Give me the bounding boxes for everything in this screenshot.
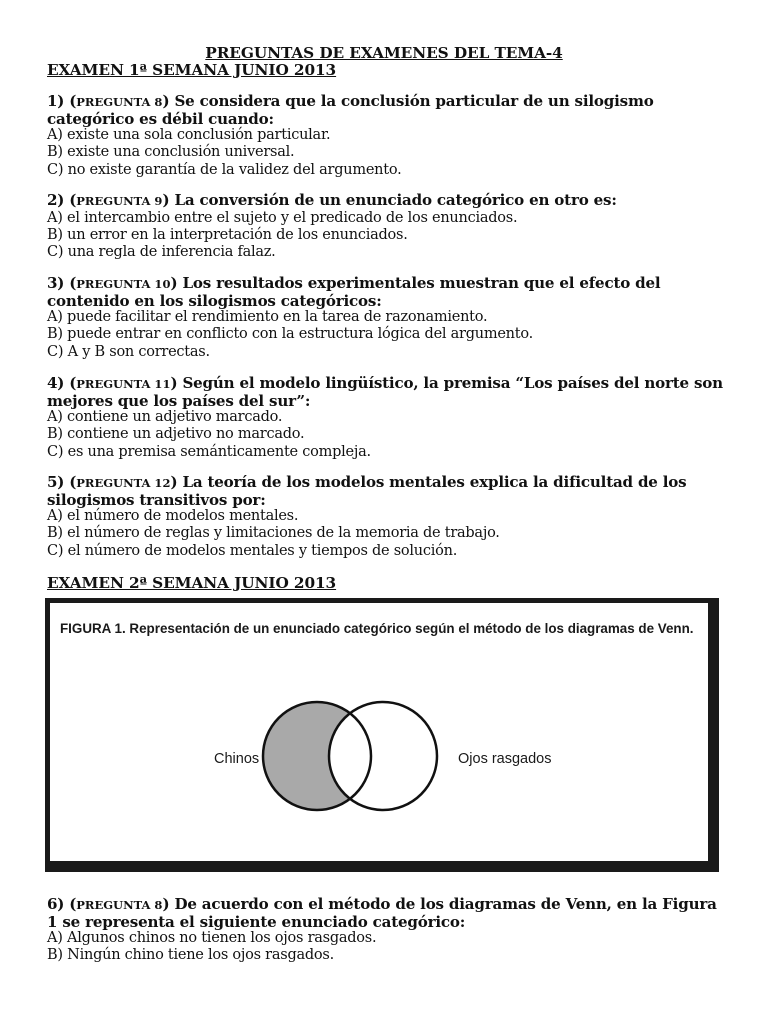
venn-diagram (50, 603, 714, 867)
answer-options (47, 210, 728, 262)
answer-option-a: A) contiene un adjetivo marcado. (47, 409, 283, 425)
document-title: PREGUNTAS DE EXAMENES DEL TEMA-4 (205, 44, 563, 62)
question-6 (47, 896, 728, 965)
answer-option-a: A) puede facilitar el rendimiento en la tarea de razonamiento. (47, 309, 488, 325)
question-5 (47, 474, 728, 560)
question-3 (47, 275, 728, 361)
question-tag: PREGUNTA 10 (76, 277, 171, 291)
right-circle-label: Ojos rasgados (458, 751, 552, 767)
question-number: 3) (47, 274, 65, 292)
question-number: 4) (47, 374, 65, 392)
question-prompt: La conversión de un enunciado categórico en otro es: (174, 191, 617, 209)
question-header: 4) (PREGUNTA 11) Según el modelo lingüístico, la premisa “Los países del norte son mejores que los países del sur”: (47, 374, 723, 410)
answer-option-b: B) contiene un adjetivo no marcado. (47, 426, 305, 443)
question-2 (47, 192, 728, 261)
answer-option-a: A) existe una sola conclusión particular. (47, 127, 331, 143)
answer-option-b: B) puede entrar en conflicto con la estructura lógica del argumento. (47, 326, 533, 343)
question-prompt: La teoría de los modelos mentales explica la dificultad de los silogismos transitivos por: (47, 473, 687, 509)
question-header: 6) (PREGUNTA 8) De acuerdo con el método de los diagramas de Venn, en la Figura 1 se representa el siguiente enunciado categórico: (47, 895, 717, 931)
question-tag: PREGUNTA 9 (76, 194, 163, 208)
answer-options (47, 508, 728, 560)
answer-options (47, 409, 728, 461)
shaded-region (50, 603, 714, 867)
answer-option-b: B) el número de reglas y limitaciones de la memoria de trabajo. (47, 525, 500, 542)
question-number: 2) (47, 191, 65, 209)
question-tag: PREGUNTA 11 (76, 377, 171, 391)
answer-option-a: A) el número de modelos mentales. (47, 508, 299, 524)
exam-2-title: EXAMEN 2ª SEMANA JUNIO 2013 (47, 574, 337, 592)
question-tag: PREGUNTA 8 (76, 95, 163, 109)
question-header: 1) (PREGUNTA 8) Se considera que la conclusión particular de un silogismo categórico es débil cuando: (47, 92, 654, 128)
question-prompt: Los resultados experimentales muestran que el efecto del contenido en los silogismos categóricos: (47, 274, 661, 310)
answer-option-b: B) existe una conclusión universal. (47, 144, 295, 161)
answer-options (47, 127, 728, 179)
answer-option-c: C) una regla de inferencia falaz. (47, 244, 276, 261)
answer-option-c: C) es una premisa semánticamente compleja. (47, 443, 371, 460)
answer-option-c: C) A y B son correctas. (47, 343, 210, 360)
exam-1-title: EXAMEN 1ª SEMANA JUNIO 2013 (47, 61, 337, 79)
question-4 (47, 375, 728, 461)
answer-option-c: C) el número de modelos mentales y tiempos de solución. (47, 542, 458, 559)
question-1 (47, 93, 728, 179)
answer-option-b: B) un error en la interpretación de los enunciados. (47, 226, 408, 243)
answer-option-c: C) no existe garantía de la validez del argumento. (47, 161, 402, 178)
question-header: 5) (PREGUNTA 12) La teoría de los modelos mentales explica la dificultad de los silogismos transitivos por: (47, 473, 687, 509)
question-number: 6) (47, 895, 65, 913)
answer-option-a: A) Algunos chinos no tienen los ojos rasgados. (47, 930, 377, 946)
left-circle-label: Chinos (214, 751, 260, 767)
answer-option-b: B) Ningún chino tiene los ojos rasgados. (47, 947, 334, 964)
question-prompt: Se considera que la conclusión particular de un silogismo categórico es débil cuando: (47, 92, 654, 128)
answer-option-a: A) el intercambio entre el sujeto y el predicado de los enunciados. (47, 209, 518, 226)
question-tag: PREGUNTA 8 (76, 898, 163, 912)
question-header: 2) (PREGUNTA 9) La conversión de un enunciado categórico en otro es: (47, 191, 617, 209)
answer-options (47, 309, 728, 361)
answer-options (47, 930, 728, 965)
venn-figure (45, 598, 719, 872)
question-prompt: Según el modelo lingüístico, la premisa “Los países del norte son mejores que los países del sur”: (47, 374, 723, 410)
question-number: 1) (47, 92, 65, 110)
question-tag: PREGUNTA 12 (76, 476, 171, 490)
question-number: 5) (47, 473, 65, 491)
question-prompt: De acuerdo con el método de los diagramas de Venn, en la Figura 1 se representa el siguiente enunciado categórico: (47, 895, 717, 931)
question-header: 3) (PREGUNTA 10) Los resultados experimentales muestran que el efecto del contenido en los silogismos categóricos: (47, 274, 661, 310)
figure-caption: FIGURA 1. Representación de un enunciado categórico según el método de los diagramas de Venn. (60, 621, 694, 636)
